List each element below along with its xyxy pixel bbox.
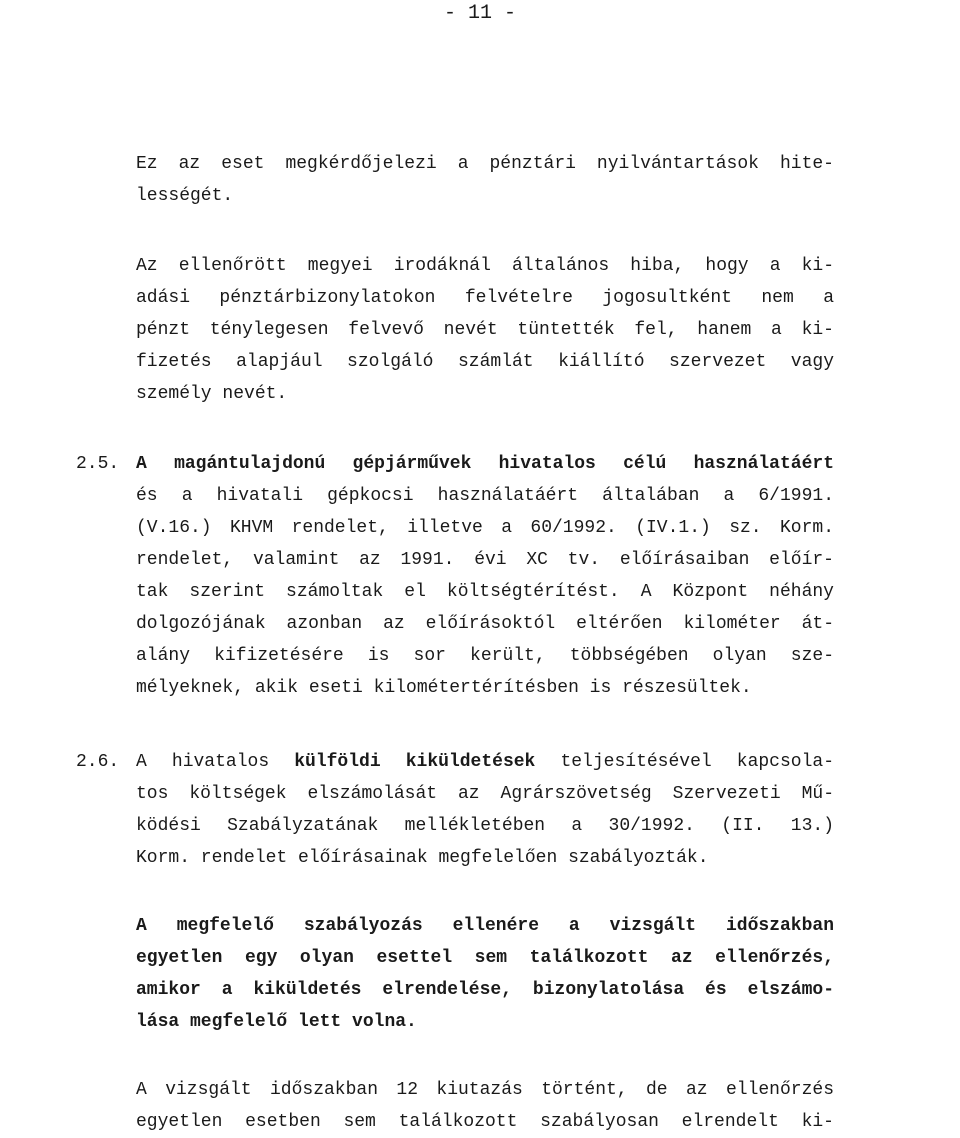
text-line: fizetés alapjául szolgáló számlát kiállító szervezet vagy <box>136 352 834 372</box>
text-line: és a hivatali gépkocsi használatáért általában a 6/1991. <box>136 486 834 506</box>
text-line: dolgozójának azonban az előírásoktól eltérően kilométer át- <box>136 614 834 634</box>
text-line: tak szerint számoltak el költségtérítést. A Központ néhány <box>136 582 834 602</box>
page-number: - 11 - <box>443 2 516 25</box>
text-run: A hivatalos <box>136 752 295 772</box>
text-line <box>136 746 834 778</box>
text-line: pénzt ténylegesen felvevő nevét tüntették fel, hanem a ki- <box>136 320 834 340</box>
text-line: A megfelelő szabályozás ellenére a vizsgált időszakban <box>136 916 834 936</box>
text-line: egyetlen esetben sem találkozott szabályosan elrendelt ki- <box>136 1112 834 1132</box>
text-line: személy nevét. <box>136 384 288 404</box>
text-line: mélyeknek, akik eseti kilométertérítésben is részesültek. <box>136 678 752 698</box>
text-line: lességét. <box>136 186 234 206</box>
text-line: alány kifizetésére is sor került, többségében olyan sze- <box>136 646 834 666</box>
text-line: Az ellenőrött megyei irodáknál általános hiba, hogy a ki- <box>136 256 834 276</box>
text-line: lása megfelelő lett volna. <box>136 1012 417 1032</box>
text-line: ködési Szabályzatának mellékletében a 30/1992. (II. 13.) <box>136 816 834 836</box>
paragraph-final <box>136 1074 834 1138</box>
finding-paragraph <box>136 910 834 1038</box>
text-line: egyetlen egy olyan esettel sem találkozott az ellenőrzés, <box>136 948 834 968</box>
section-2-5 <box>136 448 834 704</box>
text-line: rendelet, valamint az 1991. évi XC tv. előírásaiban előír- <box>136 550 834 570</box>
text-line: (V.16.) KHVM rendelet, illetve a 60/1992. (IV.1.) sz. Korm. <box>136 518 834 538</box>
text-line: Korm. rendelet előírásainak megfelelően szabályozták. <box>136 848 709 868</box>
text-line: A vizsgált időszakban 12 kiutazás történt, de az ellenőrzés <box>136 1080 834 1100</box>
section-number: 2.6. <box>76 752 120 772</box>
text-line: adási pénztárbizonylatokon felvételre jogosultként nem a <box>136 288 834 308</box>
emphasis-text: külföldi kiküldetések <box>294 752 536 772</box>
text-run: teljesítésével kapcsola- <box>535 752 834 772</box>
text-line: tos költségek elszámolását az Agrárszövetség Szervezeti Mű- <box>136 784 834 804</box>
text-line: Ez az eset megkérdőjelezi a pénztári nyilvántartások hite- <box>136 154 834 174</box>
section-number: 2.5. <box>76 454 120 474</box>
section-heading: A magántulajdonú gépjárművek hivatalos célú használatáért <box>136 454 834 474</box>
paragraph-2 <box>136 250 834 410</box>
section-2-6 <box>136 746 834 874</box>
text-line: amikor a kiküldetés elrendelése, bizonylatolása és elszámo- <box>136 980 834 1000</box>
paragraph-1 <box>136 148 834 212</box>
